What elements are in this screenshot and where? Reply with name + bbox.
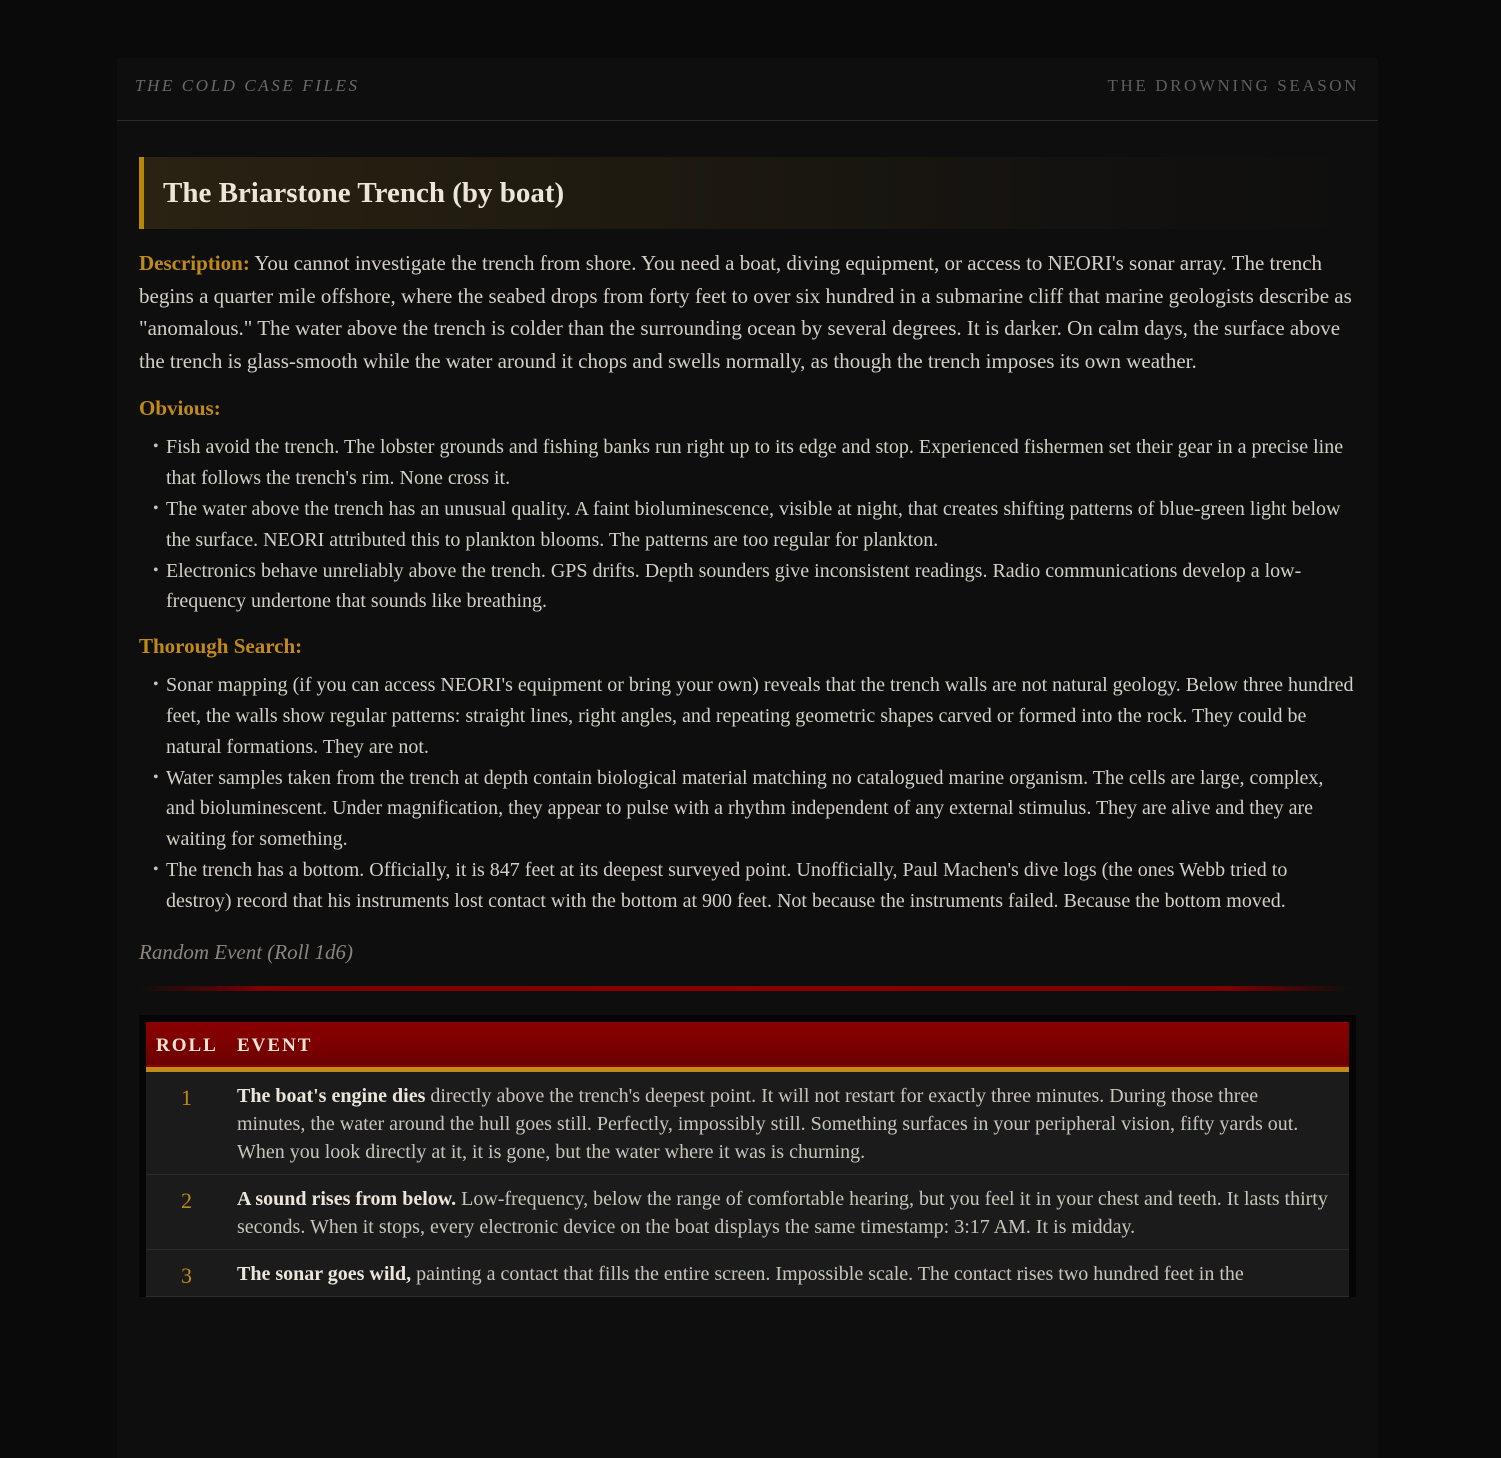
series-title: THE COLD CASE FILES xyxy=(135,76,360,95)
thorough-search-list xyxy=(139,670,1356,916)
event-text: painting a contact that fills the entire screen. Impossible scale. The contact rises two hundred feet in the xyxy=(411,1263,1244,1286)
obvious-list xyxy=(139,432,1356,617)
table-row xyxy=(146,1070,1349,1175)
event-text: directly above the trench's deepest point. It will not restart for exactly three minutes. During those three minutes, the water around the hull goes still. Perfectly, impossibly still. Something surfaces in your peripheral vision, fifty yards out. When you look directly at it, it is gone, but the water where it was is churning. xyxy=(237,1085,1299,1164)
table-header-row xyxy=(146,1022,1349,1070)
event-lead: A sound rises from below. xyxy=(237,1188,457,1211)
location-title: The Briarstone Trench (by boat) xyxy=(163,176,565,209)
list-item: • Sonar mapping (if you can access NEORI's equipment or bring your own) reveals that the trench walls are not natural geology. Below three hundred feet, the walls show regular patterns: straight lines, right angles, and repeating geometric shapes carved or formed into the rock. They could be natural formations. They are not. xyxy=(153,670,1356,762)
divider xyxy=(139,986,1352,991)
random-event-table-frame xyxy=(139,1015,1356,1298)
list-item: • Electronics behave unreliably above the trench. GPS drifts. Depth sounders give inconsistent readings. Radio communications develop a low-frequency undertone that sounds like breathing. xyxy=(153,556,1356,618)
list-item: • Water samples taken from the trench at depth contain biological material matching no catalogued marine organism. The cells are large, complex, and bioluminescent. Under magnification, they appear to pulse with a rhythm independent of any external stimulus. They are alive and they are waiting for something. xyxy=(153,763,1356,855)
page-header xyxy=(117,58,1378,121)
roll-value: 3 xyxy=(181,1263,192,1289)
scenario-title: THE DROWNING SEASON xyxy=(1107,76,1359,95)
description-label: Description: xyxy=(139,251,250,275)
location-title-bar xyxy=(139,157,1378,229)
obvious-heading: Obvious: xyxy=(139,396,221,421)
event-lead: The boat's engine dies xyxy=(237,1085,426,1108)
table-row xyxy=(146,1175,1349,1250)
event-cell xyxy=(227,1070,1349,1175)
description-text: You cannot investigate the trench from shore. You need a boat, diving equipment, or access to NEORI's sonar array. The trench begins a quarter mile offshore, where the seabed drops from forty feet to over six hundred in a submarine cliff that marine geologists describe as "anomalous." The water above the trench is colder than the surrounding ocean by several degrees. It is darker. On calm days, the surface above the trench is glass-smooth while the water around it chops and swells normally, as though the trench imposes its own weather. xyxy=(139,251,1352,373)
description-paragraph xyxy=(139,247,1356,377)
document-page xyxy=(117,58,1378,1458)
event-cell xyxy=(227,1175,1349,1250)
thorough-search-heading: Thorough Search: xyxy=(139,634,303,659)
list-item: • Fish avoid the trench. The lobster grounds and fishing banks run right up to its edge and stop. Experienced fishermen set their gear in a precise line that follows the trench's rim. None cross it. xyxy=(153,432,1356,494)
list-item: • The water above the trench has an unusual quality. A faint bioluminescence, visible at night, that creates shifting patterns of blue-green light below the surface. NEORI attributed this to plankton blooms. The patterns are too regular for plankton. xyxy=(153,494,1356,556)
event-lead: The sonar goes wild, xyxy=(237,1263,412,1286)
content xyxy=(117,121,1378,1297)
roll-value: 1 xyxy=(181,1085,192,1111)
random-event-label: Random Event (Roll 1d6) xyxy=(139,939,354,964)
list-item: • The trench has a bottom. Officially, it is 847 feet at its deepest surveyed point. Unofficially, Paul Machen's dive logs (the ones Webb tried to destroy) record that his instruments lost contact with the bottom at 900 feet. Not because the instruments failed. Because the bottom moved. xyxy=(153,855,1356,917)
column-header-roll: ROLL xyxy=(156,1035,218,1057)
column-header-event: EVENT xyxy=(237,1035,313,1057)
event-text: Low-frequency, below the range of comfortable hearing, but you feel it in your chest and teeth. It lasts thirty seconds. When it stops, every electronic device on the boat displays the same timestamp: 3:17 AM. It is midday. xyxy=(237,1188,1328,1239)
table-row xyxy=(146,1250,1349,1297)
event-cell xyxy=(227,1250,1349,1297)
random-event-table xyxy=(146,1022,1349,1298)
roll-value: 2 xyxy=(181,1188,192,1214)
